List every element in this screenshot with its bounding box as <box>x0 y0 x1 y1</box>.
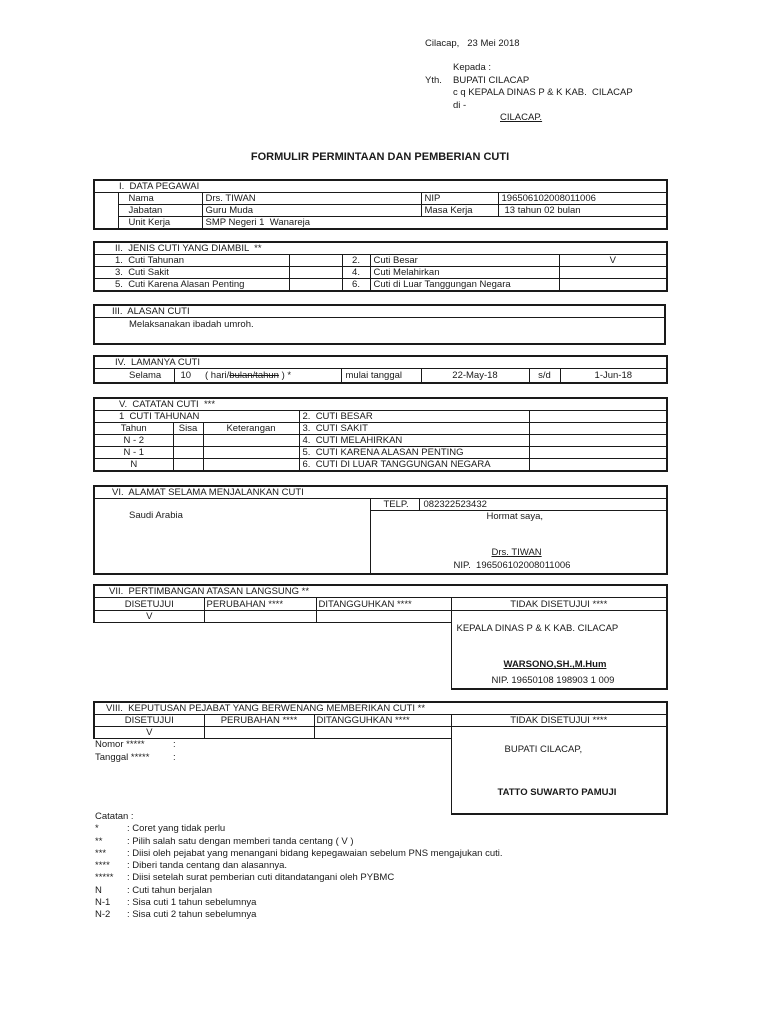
unit-kerja-value: SMP Negeri 1 Wanareja <box>202 217 667 230</box>
section-lamanya-cuti <box>93 355 668 384</box>
recipient: BUPATI CILACAP <box>453 75 530 86</box>
table-row <box>94 279 667 292</box>
until-label: s/d <box>529 369 560 383</box>
jabatan-label: Jabatan <box>118 205 202 217</box>
section-keputusan <box>93 701 668 815</box>
mark-disetujui: V <box>94 611 204 623</box>
official-name: TATTO SUWARTO PAMUJI <box>497 787 617 798</box>
note-item <box>95 823 503 835</box>
heading-row <box>94 702 667 715</box>
leave-type-number: 2. <box>342 255 370 267</box>
col-disetujui: DISETUJUI <box>94 598 204 611</box>
note-text: : Cuti tahun berjalan <box>127 884 213 896</box>
mark-cell <box>204 611 316 623</box>
section-heading: II. JENIS CUTI YANG DIAMBIL ** <box>94 242 667 255</box>
check-cell <box>559 279 667 292</box>
signature-block <box>452 727 667 813</box>
official-title: BUPATI CILACAP, <box>504 744 583 755</box>
heading-row <box>94 585 667 598</box>
nomor-label: Nomor ***** <box>95 739 145 751</box>
nomor-colon: : <box>173 739 176 751</box>
note-item <box>95 909 503 921</box>
nama-label: Nama <box>118 193 202 205</box>
section-alasan-cuti <box>93 304 666 345</box>
section-heading: V. CATATAN CUTI *** <box>94 398 667 411</box>
leave-note-cell <box>529 435 667 447</box>
table-row <box>94 423 667 435</box>
note-symbol: N-2 <box>95 909 111 920</box>
applicant-signature <box>370 511 667 575</box>
note-text: : Diisi setelah surat pemberian cuti ditandatangani oleh PYBMC <box>127 872 395 884</box>
masa-kerja-value: 13 tahun 02 bulan <box>498 205 667 217</box>
note-text: : Coret yang tidak perlu <box>127 823 226 835</box>
leave-note-label: 5. CUTI KARENA ALASAN PENTING <box>299 447 529 459</box>
note-symbol: ***** <box>95 872 114 884</box>
keterangan-cell <box>203 447 299 459</box>
leave-type-cuti-besar: Cuti Besar <box>370 255 559 267</box>
start-label: mulai tanggal <box>341 369 421 383</box>
note-symbol: N-1 <box>95 896 111 908</box>
col-tidak-disetujui: TIDAK DISETUJUI **** <box>451 598 667 611</box>
leave-note-label: 6. CUTI DI LUAR TANGGUNGAN NEGARA <box>299 459 529 472</box>
col-perubahan: PERUBAHAN **** <box>204 715 314 727</box>
table-row <box>94 193 667 205</box>
check-cell <box>289 279 342 292</box>
leave-type-number: 4. <box>342 267 370 279</box>
decree-info <box>94 739 451 814</box>
sisa-cell <box>173 447 203 459</box>
col-tidak-disetujui: TIDAK DISETUJUI **** <box>451 715 667 727</box>
jabatan-value: Guru Muda <box>202 205 421 217</box>
leave-note-cell <box>529 447 667 459</box>
note-text: : Sisa cuti 1 tahun sebelumnya <box>127 896 257 908</box>
mark-cell <box>314 727 451 739</box>
col-ditangguhkan: DITANGGUHKAN **** <box>314 715 451 727</box>
start-date: 22-May-18 <box>421 369 529 383</box>
yth-label: Yth. <box>425 75 442 86</box>
table-row <box>94 727 667 739</box>
check-cell <box>289 255 342 267</box>
section-jenis-cuti <box>93 241 668 292</box>
unit-struck: bulan/tahun <box>229 369 279 381</box>
sisa-cell <box>173 459 203 472</box>
note-item <box>95 836 503 848</box>
section-heading: I. DATA PEGAWAI <box>94 180 667 193</box>
tanggal-colon: : <box>173 752 176 764</box>
indent-cell <box>94 205 118 217</box>
col-sisa: Sisa <box>173 423 203 435</box>
table-row <box>94 611 667 623</box>
sisa-cell <box>173 435 203 447</box>
note-text: : Sisa cuti 2 tahun sebelumnya <box>127 909 257 920</box>
form-title: FORMULIR PERMINTAAN DAN PEMBERIAN CUTI <box>250 151 510 163</box>
note-text: : Diberi tanda centang dan alasannya. <box>127 860 288 871</box>
notes-section <box>95 811 503 921</box>
table-row <box>94 369 667 383</box>
section-alamat <box>93 485 668 575</box>
note-symbol: ** <box>95 835 103 847</box>
leave-note-cell <box>529 459 667 472</box>
place-date: Cilacap, 23 Mei 2018 <box>425 38 520 49</box>
year-cell: N - 1 <box>94 447 173 459</box>
table-row <box>94 267 667 279</box>
col-keterangan: Keterangan <box>203 423 299 435</box>
leave-note-label: 3. CUTI SAKIT <box>299 423 529 435</box>
note-item <box>95 885 503 897</box>
nip-value: 196506102008011006 <box>498 193 667 205</box>
table-row <box>94 435 667 447</box>
section-catatan-cuti <box>93 397 668 472</box>
heading-row <box>94 486 667 499</box>
telp-value: 082322523432 <box>419 499 667 511</box>
check-cell <box>559 267 667 279</box>
di-line: di - <box>453 100 467 111</box>
nama-value: Drs. TIWAN <box>202 193 421 205</box>
official-signature <box>451 727 667 815</box>
kepada-label: Kepada : <box>453 62 492 73</box>
heading-row <box>94 180 667 193</box>
note-item <box>95 848 503 860</box>
telp-label: TELP. <box>370 499 419 511</box>
annual-leave-label: 1 CUTI TAHUNAN <box>94 411 299 423</box>
keterangan-cell <box>203 435 299 447</box>
table-row <box>94 411 667 423</box>
section-heading: III. ALASAN CUTI <box>94 305 665 318</box>
leave-type-number: 6. <box>342 279 370 292</box>
notes-heading: Catatan : <box>95 811 134 822</box>
col-tahun: Tahun <box>94 423 173 435</box>
supervisor-signature <box>451 611 667 690</box>
mark-disetujui: V <box>94 727 204 739</box>
official-name: WARSONO,SH.,M.Hum <box>503 659 607 670</box>
mark-cell <box>316 611 451 623</box>
table-row <box>94 318 665 344</box>
section-data-pegawai <box>93 179 668 230</box>
blank-area <box>94 623 451 689</box>
note-symbol: * <box>95 823 99 835</box>
address-value: Saudi Arabia <box>94 499 370 575</box>
section-pertimbangan <box>93 584 668 690</box>
duration-value: 10 <box>174 369 202 383</box>
note-text: : Diisi oleh pejabat yang menangani bidang kepegawaian sebelum PNS mengajukan cuti. <box>127 847 503 859</box>
heading-row <box>94 305 665 318</box>
indent-cell <box>94 193 118 205</box>
signer-nip: NIP. 196506102008011006 <box>453 560 571 571</box>
leave-type-alasan-penting: 5. Cuti Karena Alasan Penting <box>94 279 289 292</box>
section-heading: VII. PERTIMBANGAN ATASAN LANGSUNG ** <box>94 585 667 598</box>
leave-type-cuti-sakit: 3. Cuti Sakit <box>94 267 289 279</box>
keterangan-cell <box>203 459 299 472</box>
table-row <box>94 715 667 727</box>
note-item <box>95 872 503 884</box>
leave-type-luar-tanggungan: Cuti di Luar Tanggungan Negara <box>370 279 559 292</box>
signature-block <box>371 511 667 573</box>
table-row <box>94 447 667 459</box>
mark-cell <box>204 727 314 739</box>
col-ditangguhkan: DITANGGUHKAN **** <box>316 598 451 611</box>
note-text: : Pilih salah satu dengan memberi tanda centang ( V ) <box>127 835 354 847</box>
leave-note-label: 2. CUTI BESAR <box>299 411 529 423</box>
unit-close: ) * <box>278 369 292 381</box>
section-heading: VIII. KEPUTUSAN PEJABAT YANG BERWENANG MEMBERIKAN CUTI ** <box>94 702 667 715</box>
cq-line: c q KEPALA DINAS P & K KAB. CILACAP <box>453 87 633 98</box>
destination-city: CILACAP. <box>500 112 543 123</box>
unit-kerja-label: Unit Kerja <box>118 217 202 230</box>
decree-fields <box>94 739 451 812</box>
year-cell: N <box>94 459 173 472</box>
heading-row <box>94 398 667 411</box>
section-heading: VI. ALAMAT SELAMA MENJALANKAN CUTI <box>94 486 667 499</box>
leave-note-cell <box>529 423 667 435</box>
duration-unit <box>202 369 341 383</box>
closing-text: Hormat saya, <box>486 511 543 522</box>
leave-type-cuti-tahunan: 1. Cuti Tahunan <box>94 255 289 267</box>
table-row <box>94 459 667 472</box>
note-symbol: *** <box>95 847 107 859</box>
section-heading: IV. LAMANYA CUTI <box>94 356 667 369</box>
indent-cell <box>94 217 118 230</box>
col-perubahan: PERUBAHAN **** <box>204 598 316 611</box>
col-disetujui: DISETUJUI <box>94 715 204 727</box>
table-row <box>94 255 667 267</box>
reason-value: Melaksanakan ibadah umroh. <box>94 318 665 344</box>
official-nip: NIP. 19650108 198903 1 009 <box>491 675 615 686</box>
table-row <box>94 217 667 230</box>
table-row <box>94 499 667 511</box>
check-mark-cuti-besar: V <box>559 255 667 267</box>
heading-row <box>94 356 667 369</box>
leave-note-label: 4. CUTI MELAHIRKAN <box>299 435 529 447</box>
note-symbol: **** <box>95 860 110 871</box>
table-row <box>94 205 667 217</box>
tanggal-label: Tanggal ***** <box>95 752 150 764</box>
selama-label: Selama <box>94 369 174 383</box>
check-cell <box>289 267 342 279</box>
nip-label: NIP <box>421 193 498 205</box>
end-date: 1-Jun-18 <box>560 369 667 383</box>
leave-type-cuti-melahirkan: Cuti Melahirkan <box>370 267 559 279</box>
unit-open: ( hari/ <box>205 369 230 381</box>
note-item <box>95 897 503 909</box>
official-title: KEPALA DINAS P & K KAB. CILACAP <box>456 623 619 634</box>
signer-name: Drs. TIWAN <box>491 547 542 558</box>
masa-kerja-label: Masa Kerja <box>421 205 498 217</box>
heading-row <box>94 242 667 255</box>
year-cell: N - 2 <box>94 435 173 447</box>
note-item <box>95 860 503 872</box>
leave-note-cell <box>529 411 667 423</box>
signature-block <box>452 611 667 688</box>
table-row <box>94 598 667 611</box>
note-symbol: N <box>95 884 102 896</box>
